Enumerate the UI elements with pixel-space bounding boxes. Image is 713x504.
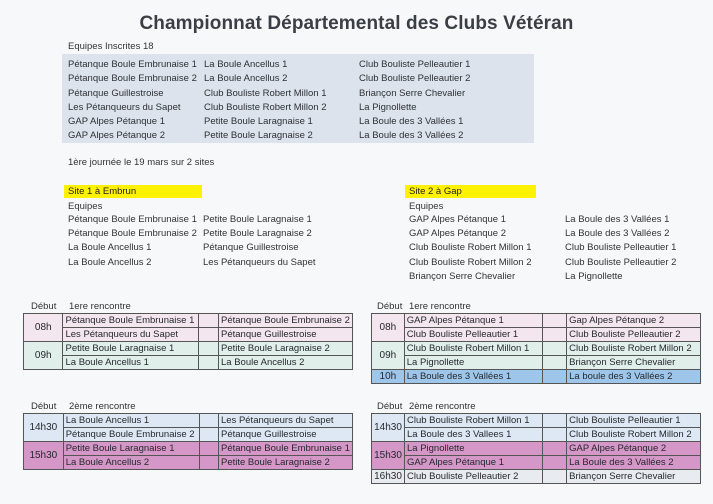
spacer <box>542 328 567 342</box>
team-name: La Boule des 3 Vallées 1 <box>565 214 670 225</box>
team-name: Club Bouliste Robert Millon 1 <box>204 87 327 99</box>
away-team: Pétanque Boule Embrunaise 2 <box>219 314 353 328</box>
site-1-title: Site 1 à Embrun <box>64 185 202 198</box>
debut-label: Début <box>31 401 57 412</box>
spacer <box>542 370 567 384</box>
team-name: Pétanque Boule Embrunaise 1 <box>68 214 197 225</box>
spacer <box>542 470 566 484</box>
site-1-r2-table <box>23 413 353 470</box>
team-name: Pétanque Guillestroise <box>68 87 164 99</box>
slot-time: 09h <box>24 342 63 370</box>
team-name: La Boule Ancellus 2 <box>68 256 152 268</box>
debut-label: Début <box>377 401 403 412</box>
table-row <box>372 328 701 342</box>
team-name: Petite Boule Laragnaise 2 <box>203 228 312 240</box>
slot-time: 15h30 <box>372 442 405 470</box>
home-team: Petite Boule Laragnaise 1 <box>63 442 199 456</box>
site-1-equipes-label: Equipes <box>68 201 103 212</box>
slot-time: 14h30 <box>24 414 64 442</box>
site-2-title: Site 2 à Gap <box>405 185 536 198</box>
team-name: Pétanque Boule Embrunaise 2 <box>68 228 197 240</box>
spacer <box>542 356 567 370</box>
home-team: Club Bouliste Robert Millon 1 <box>404 414 542 428</box>
home-team: Petite Boule Laragnaise 1 <box>63 342 199 356</box>
away-team: Briançon Serre Chevalier <box>567 356 701 370</box>
journee-label: 1ère journée le 19 mars sur 2 sites <box>68 157 215 168</box>
table-row <box>24 442 353 456</box>
team-name: Club Bouliste Pelleautier 2 <box>359 73 471 85</box>
away-team: La Boule Ancellus 2 <box>219 356 353 370</box>
debut-label: Début <box>377 301 403 312</box>
table-row <box>24 356 353 370</box>
home-team: Pétanque Boule Embrunaise 1 <box>63 314 199 328</box>
team-name: La Pignollette <box>359 101 417 113</box>
home-team: La Boule Ancellus 1 <box>63 356 199 370</box>
table-row <box>372 456 701 470</box>
table-row <box>372 470 701 484</box>
rencontre-label: 2ème rencontre <box>409 401 476 412</box>
spacer <box>542 442 566 456</box>
slot-time: 09h <box>372 342 405 370</box>
team-name: GAP Alpes Pétanque 1 <box>409 214 507 225</box>
away-team: Club Bouliste Robert Millon 2 <box>567 342 701 356</box>
team-name: La Boule des 3 Vallées 2 <box>565 228 670 240</box>
site-2-r2-header <box>377 401 476 412</box>
slot-time: 08h <box>372 314 405 342</box>
team-name: Club Bouliste Pelleautier 1 <box>359 59 471 70</box>
home-team: La Pignollette <box>404 442 542 456</box>
table-row <box>24 314 353 328</box>
page-title: Championnat Départemental des Clubs Vétéran <box>139 13 574 34</box>
table-row <box>372 342 701 356</box>
site-2-teams-col-2 <box>565 213 676 284</box>
away-team: Les Pétanqueurs du Sapet <box>218 414 352 428</box>
table-row <box>372 428 701 442</box>
team-name: Pétanque Guillestroise <box>203 242 299 254</box>
home-team: Club Bouliste Robert Millon 1 <box>404 342 542 356</box>
away-team: Club Bouliste Pelleautier 1 <box>567 414 701 428</box>
team-name: Petite Boule Laragnaise 2 <box>204 130 313 142</box>
spacer <box>199 456 218 470</box>
inscrites-col-3 <box>359 58 470 144</box>
home-team: La Boule Ancellus 2 <box>63 456 199 470</box>
home-team: La Boule des 3 Vallées 1 <box>404 370 542 384</box>
away-team: Petite Boule Laragnaise 2 <box>219 342 353 356</box>
home-team: GAP Alpes Pétanque 1 <box>404 456 542 470</box>
spacer <box>542 342 567 356</box>
team-name: GAP Alpes Pétanque 1 <box>68 116 166 128</box>
away-team: Club Bouliste Robert Millon 2 <box>567 428 701 442</box>
slot-time: 08h <box>24 314 63 342</box>
site-2-r1-table <box>371 313 701 384</box>
team-name: Briançon Serre Chevalier <box>359 87 466 99</box>
team-name: Petite Boule Laragnaise 1 <box>203 214 312 225</box>
team-name: La Boule des 3 Vallées 2 <box>359 130 464 142</box>
spacer <box>542 314 567 328</box>
away-team: Briançon Serre Chevalier <box>567 470 701 484</box>
table-row <box>24 342 353 356</box>
rencontre-label: 1ere rencontre <box>409 301 471 312</box>
team-name: La Boule Ancellus 2 <box>204 73 288 85</box>
spacer <box>542 456 566 470</box>
site-1-r1-header <box>31 301 131 312</box>
team-name: Club Bouliste Robert Millon 2 <box>409 256 532 268</box>
home-team: Club Bouliste Pelleautier 2 <box>404 470 542 484</box>
table-row <box>372 356 701 370</box>
slot-time: 16h30 <box>372 470 405 484</box>
team-name: Briançon Serre Chevalier <box>409 270 516 282</box>
rencontre-label: 2ème rencontre <box>69 401 136 412</box>
table-row <box>24 456 353 470</box>
spacer <box>199 414 218 428</box>
site-2-teams-col-1 <box>409 213 532 284</box>
spacer <box>199 328 219 342</box>
team-name: Les Pétanqueurs du Sapet <box>68 101 181 113</box>
team-name: La Boule des 3 Vallées 1 <box>359 116 464 128</box>
away-team: Club Bouliste Pelleautier 2 <box>567 328 701 342</box>
away-team: GAP Alpes Pétanque 2 <box>567 442 701 456</box>
team-name: Club Bouliste Pelleautier 2 <box>565 256 677 268</box>
home-team: La Boule des 3 Vallees 1 <box>404 428 542 442</box>
away-team: Petite Boule Laragnaise 2 <box>218 456 352 470</box>
team-name: Pétanque Boule Embrunaise 2 <box>68 73 197 85</box>
home-team: La Pignollette <box>404 356 542 370</box>
home-team: La Boule Ancellus 1 <box>63 414 199 428</box>
spacer <box>199 342 219 356</box>
slot-time: 14h30 <box>372 414 405 442</box>
team-name: Club Bouliste Robert Millon 2 <box>204 101 327 113</box>
table-row <box>372 414 701 428</box>
away-team: La boule des 3 Vallées 2 <box>567 370 701 384</box>
slot-time: 15h30 <box>24 442 64 470</box>
away-team: Pétanque Boule Embrunaise 1 <box>218 442 352 456</box>
site-2-equipes-label: Equipes <box>409 201 444 212</box>
team-name: Pétanque Boule Embrunaise 1 <box>68 59 197 70</box>
home-team: Pétanque Boule Embrunaise 2 <box>63 428 199 442</box>
table-row <box>372 314 701 328</box>
home-team: GAP Alpes Pétanque 1 <box>404 314 542 328</box>
site-1-teams-col-1 <box>68 213 197 270</box>
team-name: Les Pétanqueurs du Sapet <box>203 256 316 268</box>
table-row <box>372 442 701 456</box>
away-team: La Boule des 3 Vallées 2 <box>567 456 701 470</box>
spacer <box>199 314 219 328</box>
site-1-teams-col-2 <box>203 213 316 270</box>
team-name: La Boule Ancellus 1 <box>204 59 288 70</box>
site-2-r1-header <box>377 301 471 312</box>
table-row <box>24 328 353 342</box>
team-name: Club Bouliste Pelleautier 1 <box>565 242 677 254</box>
team-name: Petite Boule Laragnaise 1 <box>204 116 313 128</box>
home-team: Les Pétanqueurs du Sapet <box>63 328 199 342</box>
team-name: Club Bouliste Robert Millon 1 <box>409 242 532 254</box>
inscrites-label: Equipes Inscrites 18 <box>68 41 154 52</box>
away-team: Gap Alpes Pétanque 2 <box>567 314 701 328</box>
spacer <box>199 442 218 456</box>
table-row <box>24 428 353 442</box>
site-1-r2-header <box>31 401 136 412</box>
team-name: GAP Alpes Pétanque 2 <box>68 130 166 142</box>
spacer <box>199 356 219 370</box>
site-2-r2-table <box>371 413 701 484</box>
inscrites-col-2 <box>204 58 327 144</box>
debut-label: Début <box>31 301 57 312</box>
site-1-r1-table <box>23 313 353 370</box>
spacer <box>542 428 566 442</box>
away-team: Pétanque Guillestroise <box>218 428 352 442</box>
team-name: GAP Alpes Pétanque 2 <box>409 228 507 240</box>
away-team: Pétanque Guillestroise <box>219 328 353 342</box>
team-name: La Boule Ancellus 1 <box>68 242 152 254</box>
table-row <box>372 370 701 384</box>
inscrites-box <box>62 54 534 143</box>
spacer <box>542 414 566 428</box>
team-name: La Pignollette <box>565 270 623 282</box>
inscrites-col-1 <box>68 58 197 144</box>
slot-time: 10h <box>372 370 405 384</box>
home-team: Club Bouliste Pelleautier 1 <box>404 328 542 342</box>
spacer <box>199 428 218 442</box>
rencontre-label: 1ere rencontre <box>69 301 131 312</box>
table-row <box>24 414 353 428</box>
